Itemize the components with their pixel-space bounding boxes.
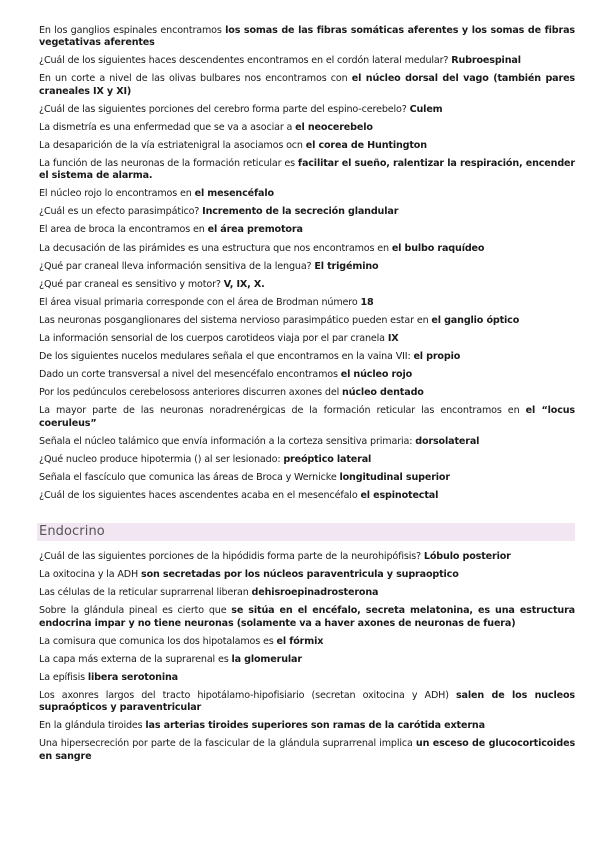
qa-item bbox=[39, 206, 575, 218]
qa-item bbox=[39, 490, 575, 502]
qa-item bbox=[39, 369, 575, 381]
qa-item bbox=[39, 720, 575, 732]
question-text: ¿Qué par craneal lleva información sensitiva de la lengua? bbox=[39, 260, 315, 272]
question-text: La decusación de las pirámides es una estructura que nos encontramos en bbox=[39, 242, 392, 254]
answer-text: el mesencéfalo bbox=[194, 188, 274, 200]
qa-item bbox=[39, 279, 575, 291]
qa-item bbox=[39, 351, 575, 363]
qa-item bbox=[39, 454, 575, 466]
question-text: La desaparición de la vía estriatenigral la asociamos ocn bbox=[39, 139, 306, 151]
question-text: De los siguientes nucelos medulares señala el que encontramos en la vaina VII: bbox=[39, 351, 414, 363]
question-text: El área visual primaria corresponde con el área de Brodman número bbox=[39, 296, 361, 308]
qa-item bbox=[39, 188, 575, 200]
qa-item bbox=[39, 387, 575, 399]
qa-item bbox=[39, 605, 575, 629]
section-1 bbox=[39, 523, 575, 763]
question-text: ¿Cuál de los siguientes haces descendentes encontramos en el cordón lateral medular? bbox=[39, 55, 452, 67]
question-text: El núcleo rojo lo encontramos en bbox=[39, 188, 195, 200]
answer-text: el “locus coeruleus” bbox=[39, 405, 575, 429]
answer-text: salen de los nucleos supraópticos y paraventricular bbox=[39, 690, 575, 714]
question-text: Señala el núcleo talámico que envía información a la corteza sensitiva primaria: bbox=[39, 435, 416, 447]
answer-text: el corea de Huntington bbox=[305, 139, 427, 151]
qa-item bbox=[39, 636, 575, 648]
qa-item bbox=[39, 551, 575, 563]
question-text: En los ganglios espinales encontramos bbox=[39, 25, 226, 36]
answer-text: Lóbulo posterior bbox=[423, 551, 511, 563]
answer-text: el ganglio óptico bbox=[431, 314, 520, 326]
answer-text: IX bbox=[387, 333, 399, 345]
question-text: ¿Qué par craneal es sensitivo y motor? bbox=[39, 278, 224, 290]
question-text: Dado un corte transversal a nivel del mesencéfalo encontramos bbox=[39, 369, 341, 381]
qa-item bbox=[39, 122, 575, 134]
answer-text: V, IX, X. bbox=[223, 278, 265, 290]
question-text: Una hipersecreción por parte de la fascicular de la glándula suprarrenal implica bbox=[39, 738, 416, 750]
document-page bbox=[39, 25, 575, 769]
qa-item bbox=[39, 472, 575, 484]
question-text: ¿Cuál de los siguientes haces ascendentes acaba en el mesencéfalo bbox=[39, 489, 361, 501]
qa-item bbox=[39, 158, 575, 182]
question-text: Las neuronas posganglionares del sistema nervioso parasimpático pueden estar en bbox=[39, 314, 432, 326]
question-text: ¿Cuál de las siguientes porciones de la hipódidis forma parte de la neurohipófisis? bbox=[39, 551, 424, 563]
question-text: La dismetría es una enfermedad que se va a asociar a bbox=[39, 121, 296, 133]
answer-text: libera serotonina bbox=[87, 671, 178, 683]
qa-item bbox=[39, 140, 575, 152]
qa-item bbox=[39, 104, 575, 116]
qa-item bbox=[39, 25, 575, 49]
answer-text: dorsolateral bbox=[415, 435, 480, 447]
question-text: En un corte a nivel de las olivas bulbares nos encontramos con bbox=[39, 73, 352, 85]
question-text: La capa más externa de la suprarenal es bbox=[39, 653, 232, 665]
answer-text: un esceso de glucocorticoides en sangre bbox=[39, 738, 576, 762]
qa-item bbox=[39, 569, 575, 581]
answer-text: el espinotectal bbox=[360, 489, 439, 501]
qa-item bbox=[39, 654, 575, 666]
answer-text: longitudinal superior bbox=[339, 471, 450, 483]
answer-text: Rubroespinal bbox=[451, 55, 521, 67]
qa-item bbox=[39, 224, 575, 236]
answer-text: el fórmix bbox=[276, 635, 324, 647]
question-text: Las células de la reticular suprarrenal liberan bbox=[39, 587, 252, 599]
qa-item bbox=[39, 690, 575, 714]
question-text: La oxitocina y la ADH bbox=[39, 569, 142, 581]
question-text: Señala el fascículo que comunica las áreas de Broca y Wernicke bbox=[39, 471, 340, 483]
qa-item bbox=[39, 738, 575, 762]
question-text: Por los pedúnculos cerebelososs anteriores discurren axones del bbox=[39, 387, 343, 399]
answer-text: El trigémino bbox=[314, 260, 379, 272]
answer-text: el propio bbox=[413, 351, 461, 363]
qa-item bbox=[39, 55, 575, 67]
answer-text: el bulbo raquídeo bbox=[391, 242, 485, 254]
question-text: La información sensorial de los cuerpos carotideos viaja por el par cranela bbox=[39, 333, 388, 345]
question-text: En la glándula tiroides bbox=[39, 720, 146, 732]
question-text: La comisura que comunica los dos hipotalamos es bbox=[39, 635, 277, 647]
answer-text: preóptico lateral bbox=[283, 453, 372, 465]
answer-text: el neocerebelo bbox=[295, 121, 373, 133]
question-text: Los axonres largos del tracto hipotálamo-hipofisiario (secretan oxitocina y ADH) bbox=[39, 690, 456, 702]
question-text: La mayor parte de las neuronas noradrenérgicas de la formación reticular las encontramos en bbox=[39, 405, 526, 417]
question-text: La función de las neuronas de la formación reticular es bbox=[39, 157, 298, 169]
answer-text: 18 bbox=[360, 296, 374, 308]
question-text: ¿Cuál es un efecto parasimpático? bbox=[39, 206, 203, 218]
qa-item bbox=[39, 587, 575, 599]
qa-item bbox=[39, 333, 575, 345]
answer-text: dehisroepinadrosterona bbox=[251, 587, 379, 599]
answer-text: el núcleo dorsal del vago (también pares craneales IX y XI) bbox=[39, 73, 575, 97]
answer-text: las arterias tiroides superiores son ramas de la carótida externa bbox=[145, 720, 485, 732]
qa-item bbox=[39, 297, 575, 309]
question-text: El area de broca la encontramos en bbox=[39, 224, 208, 236]
qa-item bbox=[39, 672, 575, 684]
answer-text: el núcleo rojo bbox=[340, 369, 413, 381]
qa-item bbox=[39, 261, 575, 273]
answer-text: el área premotora bbox=[207, 224, 303, 236]
qa-item bbox=[39, 315, 575, 327]
answer-text: son secretadas por los núcleos paraventricula y supraoptico bbox=[141, 569, 459, 581]
answer-text: Culem bbox=[409, 103, 443, 115]
answer-text: Incremento de la secreción glandular bbox=[202, 206, 399, 218]
question-text: ¿Qué nucleo produce hipotermia () al ser lesionado: bbox=[39, 453, 284, 465]
section-0 bbox=[39, 25, 575, 502]
qa-item bbox=[39, 73, 575, 97]
qa-item bbox=[39, 243, 575, 255]
question-text: La epífisis bbox=[39, 671, 88, 683]
answer-text: se sitúa en el encéfalo, secreta melatonina, es una estructura endocrina impar y no tiene neuronas (solamente va a haver axones de neuronas de fuera) bbox=[39, 605, 575, 629]
answer-text: los somas de las fibras somáticas aferentes y los somas de fibras vegetativas aferentes bbox=[39, 25, 575, 49]
answer-text: facilitar el sueño, ralentizar la respiración, encender el sistema de alarma. bbox=[39, 157, 575, 182]
answer-text: núcleo dentado bbox=[342, 387, 424, 399]
qa-item bbox=[39, 436, 575, 448]
section-heading: Endocrino bbox=[37, 523, 575, 541]
question-text: Sobre la glándula pineal es cierto que bbox=[39, 605, 232, 617]
question-text: ¿Cuál de las siguientes porciones del cerebro forma parte del espino-cerebelo? bbox=[39, 103, 410, 115]
qa-item bbox=[39, 405, 575, 429]
answer-text: la glomerular bbox=[231, 653, 302, 665]
